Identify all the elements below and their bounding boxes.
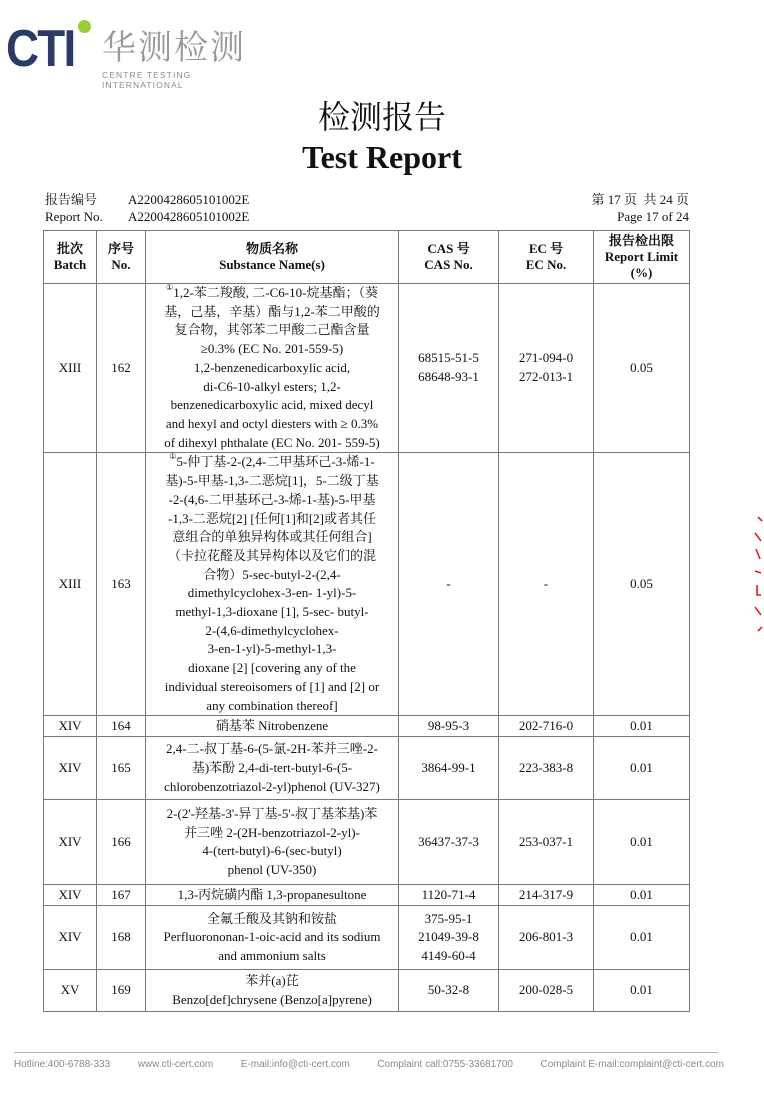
batch-cell: XIV <box>44 716 97 737</box>
cas-cell <box>399 970 499 1012</box>
red-stamp-fragment <box>752 515 764 635</box>
substance-cell-line: 3-en-1-yl)-5-methyl-1,3- <box>207 641 337 657</box>
table-row <box>44 885 690 906</box>
cas-cell <box>399 716 499 737</box>
substance-cell-line: ≥0.3% (EC No. 201-559-5) <box>200 341 344 357</box>
header-substance: 物质名称 Substance Name(s) <box>146 231 399 284</box>
ec-cell <box>499 906 594 970</box>
substance-cell-line: 并三唑 2-(2H-benzotriazol-2-yl)- <box>184 824 360 840</box>
footer-complaint-call: Complaint call:0755-33681700 <box>377 1059 513 1070</box>
report-number-en: A2200428605101002E <box>128 209 250 224</box>
footer <box>14 1059 724 1070</box>
substance-cell-line: 全氟壬酸及其钠和铵盐 <box>206 910 337 926</box>
footer-divider <box>14 1052 718 1053</box>
cas-cell-line: 68648-93-1 <box>418 369 479 385</box>
cas-cell <box>399 453 499 716</box>
substance-cell-line: methyl-1,3-dioxane [1], 5-sec- butyl- <box>175 604 369 620</box>
substance-cell-line: ①1,2-苯二羧酸, 二-C6-10-烷基酯；（葵 <box>166 283 378 300</box>
ec-cell-line: 223-383-8 <box>518 759 574 775</box>
ec-cell-line: 272-013-1 <box>518 369 574 385</box>
substance-cell-line: 意组合的单独异构体或其任何组合] <box>172 529 372 545</box>
substance-cell-line: 基)-5-甲基-1,3-二恶烷[1]，5-二级丁基 <box>165 473 379 489</box>
substance-cell-line: 合物）5-sec-butyl-2-(2,4- <box>203 566 341 582</box>
substance-cell-line: of dihexyl phthalate (EC No. 201- 559-5) <box>164 434 380 450</box>
footnote-mark: ① <box>166 283 174 292</box>
no-cell: 167 <box>97 885 146 906</box>
no-cell: 163 <box>97 453 146 716</box>
limit-cell: 0.05 <box>594 453 690 716</box>
substance-cell <box>146 800 399 885</box>
logo-brand: CTI <box>6 20 75 78</box>
substance-cell-line: （卡拉花醛及其异构体以及它们的混 <box>167 547 376 563</box>
ec-cell <box>499 716 594 737</box>
header-batch: 批次 Batch <box>44 231 97 284</box>
logo-name-en: CENTRE TESTING INTERNATIONAL <box>102 70 192 90</box>
page-number-block <box>591 191 689 225</box>
substance-cell-line: phenol (UV-350) <box>227 862 317 878</box>
cas-cell-line: - <box>446 575 451 591</box>
ec-cell-line: 271-094-0 <box>518 350 574 366</box>
ec-cell <box>499 970 594 1012</box>
batch-cell: XIV <box>44 800 97 885</box>
stamp-icon <box>752 515 764 635</box>
cas-cell-line: 68515-51-5 <box>418 350 479 366</box>
header-no: 序号 No. <box>97 231 146 284</box>
substance-cell <box>146 737 399 800</box>
table-row <box>44 737 690 800</box>
footer-website[interactable]: www.cti-cert.com <box>137 1059 214 1070</box>
table-row <box>44 970 690 1012</box>
substance-cell-line: -2-(4,6-二甲基环己-3-烯-1-基)-5-甲基 <box>168 491 376 507</box>
substance-cell-line: 1,3-丙烷磺内酯 1,3-propanesultone <box>177 886 367 902</box>
table-row <box>44 284 690 453</box>
cas-cell <box>399 737 499 800</box>
footnote-mark: ① <box>169 452 177 462</box>
limit-cell: 0.01 <box>594 970 690 1012</box>
no-cell: 162 <box>97 284 146 453</box>
footer-hotline: Hotline:400-6788-333 <box>14 1059 111 1070</box>
batch-cell: XIV <box>44 885 97 906</box>
substance-table <box>43 230 690 1012</box>
limit-cell: 0.01 <box>594 906 690 970</box>
substance-cell-line: 2-(2'-羟基-3'-异丁基-5'-叔丁基苯基)苯 <box>166 805 378 821</box>
limit-cell: 0.01 <box>594 800 690 885</box>
substance-cell-line: dioxane [2] [covering any of the <box>188 660 356 676</box>
batch-cell: XIV <box>44 906 97 970</box>
substance-cell-line: 苯并(a)芘 <box>245 973 299 989</box>
ec-cell <box>499 800 594 885</box>
ec-cell-line: 253-037-1 <box>518 833 574 849</box>
ec-cell-line: 214-317-9 <box>518 886 574 902</box>
batch-cell: XIV <box>44 737 97 800</box>
cas-cell-line: 3864-99-1 <box>421 759 476 775</box>
footer-email[interactable]: E-mail:info@cti-cert.com <box>240 1059 350 1070</box>
substance-cell-line: 4-(tert-butyl)-6-(sec-butyl) <box>202 843 342 859</box>
cti-logo <box>6 10 266 90</box>
table-row <box>44 716 690 737</box>
page-number-cn: 第 17 页 共 24 页 <box>591 192 689 207</box>
no-cell: 166 <box>97 800 146 885</box>
substance-cell-line: 2,4-二-叔丁基-6-(5-氯-2H-苯并三唑-2- <box>166 741 378 757</box>
substance-cell-line: 基，己基，辛基）酯与1,2-苯二甲酸的 <box>164 303 380 319</box>
header-ec: EC 号 EC No. <box>499 231 594 284</box>
substance-cell-line: Benzo[def]chrysene (Benzo[a]pyrene) <box>172 991 372 1007</box>
ec-cell-line: 206-801-3 <box>518 929 574 945</box>
logo-name-cn: 华测检测 <box>102 28 246 68</box>
substance-cell-line: 1,2-benzenedicarboxylic acid, <box>193 359 351 375</box>
substance-cell <box>146 970 399 1012</box>
no-cell: 168 <box>97 906 146 970</box>
substance-cell-line: di-C6-10-alkyl esters; 1,2- <box>203 378 341 394</box>
substance-cell-line: chlorobenzotriazol-2-yl)phenol (UV-327) <box>164 778 380 794</box>
logo-dot-icon <box>78 20 91 33</box>
batch-cell: XV <box>44 970 97 1012</box>
ec-cell <box>499 453 594 716</box>
substance-cell-line: 硝基苯 Nitrobenzene <box>215 717 329 733</box>
page-title-cn: 检测报告 <box>317 99 446 135</box>
substance-cell-line: any combination thereof] <box>206 697 338 713</box>
substance-cell <box>146 284 399 453</box>
limit-cell: 0.05 <box>594 284 690 453</box>
limit-cell: 0.01 <box>594 885 690 906</box>
batch-cell: XIII <box>44 284 97 453</box>
report-number-block <box>45 191 249 225</box>
ec-cell <box>499 885 594 906</box>
substance-cell-line: 基)苯酚 2,4-di-tert-butyl-6-(5- <box>191 759 353 775</box>
substance-cell-line: individual stereoisomers of [1] and [2] or <box>164 678 380 694</box>
page-number-en: Page 17 of 24 <box>617 209 689 224</box>
header-cas: CAS 号 CAS No. <box>399 231 499 284</box>
report-number-cn: A2200428605101002E <box>128 192 250 207</box>
substance-cell-line: and ammonium salts <box>218 948 326 964</box>
substance-cell-line: -1,3-二恶烷[2] [任何[1]和[2]或者其任 <box>168 510 376 526</box>
substance-cell-line: Perfluorononan-1-oic-acid and its sodium <box>163 929 381 945</box>
substance-cell <box>146 885 399 906</box>
cas-cell-line: 1120-71-4 <box>421 886 476 902</box>
ec-cell-line: 200-028-5 <box>518 982 574 998</box>
substance-cell <box>146 453 399 716</box>
table-header-row <box>44 231 690 284</box>
table-row <box>44 453 690 716</box>
table-row <box>44 800 690 885</box>
cas-cell <box>399 906 499 970</box>
report-number-label-en: Report No. <box>45 209 103 224</box>
page-title-en: Test Report <box>302 139 462 175</box>
substance-cell-line: and hexyl and octyl diesters with ≥ 0.3% <box>165 415 379 431</box>
no-cell: 169 <box>97 970 146 1012</box>
no-cell: 164 <box>97 716 146 737</box>
substance-cell-line: benzenedicarboxylic acid, mixed decyl <box>170 397 374 413</box>
substance-cell-line: 2-(4,6-dimethylcyclohex- <box>205 622 339 638</box>
ec-cell <box>499 284 594 453</box>
substance-cell <box>146 716 399 737</box>
substance-cell-line: ①5-仲丁基-2-(2,4-二甲基环己-3-烯-1- <box>169 452 375 470</box>
footer-complaint-email[interactable]: Complaint E-mail:complaint@cti-cert.com <box>540 1059 724 1070</box>
table-row <box>44 906 690 970</box>
batch-cell: XIII <box>44 453 97 716</box>
cas-cell-line: 4149-60-4 <box>421 948 476 964</box>
cas-cell-line: 375-95-1 <box>424 910 473 926</box>
limit-cell: 0.01 <box>594 737 690 800</box>
cas-cell <box>399 800 499 885</box>
header-report-limit: 报告检出限 Report Limit (%) <box>594 231 690 284</box>
report-number-label-cn: 报告编号 <box>45 192 98 207</box>
substance-cell-line: dimethylcyclohex-3-en- 1-yl)-5- <box>187 585 357 601</box>
ec-cell-line: 202-716-0 <box>518 717 574 733</box>
cas-cell-line: 21049-39-8 <box>418 929 479 945</box>
cas-cell-line: 36437-37-3 <box>418 833 479 849</box>
no-cell: 165 <box>97 737 146 800</box>
limit-cell: 0.01 <box>594 716 690 737</box>
cas-cell-line: 50-32-8 <box>427 982 470 998</box>
ec-cell <box>499 737 594 800</box>
cas-cell <box>399 284 499 453</box>
cas-cell-line: 98-95-3 <box>427 717 470 733</box>
substance-cell-line: 复合物，其邻苯二甲酸二己酯含量 <box>174 322 370 338</box>
cas-cell <box>399 885 499 906</box>
ec-cell-line: - <box>543 575 549 591</box>
substance-cell <box>146 906 399 970</box>
